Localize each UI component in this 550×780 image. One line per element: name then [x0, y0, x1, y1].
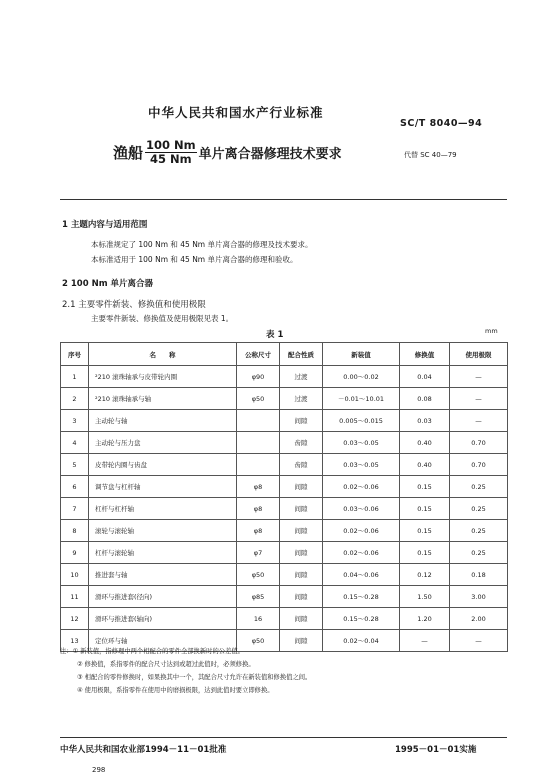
note-1: 注：① 新装值，指修理中两个相配合的零件全部换新时的公差值。 — [60, 648, 244, 655]
cell-new-value: 0.15～0.28 — [323, 586, 400, 608]
cell-replace-value: 0.12 — [400, 564, 450, 586]
cell-name: 杠杆与滚轮轴 — [89, 542, 237, 564]
cell-nominal-size: 16 — [237, 608, 280, 630]
table-row — [61, 432, 508, 454]
cell-fit-type: 齿隙 — [280, 454, 323, 476]
data-table — [60, 342, 508, 652]
cell-new-value: 0.02～0.06 — [323, 542, 400, 564]
implementation-date: 1995－01－01实施 — [395, 745, 477, 755]
cell-nominal-size — [237, 432, 280, 454]
cell-name: ²210 滚珠轴承与皮带轮内圈 — [89, 366, 237, 388]
cell-new-value: 0.03～0.06 — [323, 498, 400, 520]
table-row — [61, 454, 508, 476]
cell-replace-value: 0.15 — [400, 476, 450, 498]
cell-nominal-size: φ50 — [237, 564, 280, 586]
section-1-paragraph-1: 本标准规定了 100 Nm 和 45 Nm 单片离合器的修理及技术要求。 — [91, 240, 313, 249]
cell-service-limit: 0.70 — [450, 454, 508, 476]
cell-nominal-size: φ8 — [237, 476, 280, 498]
title-prefix: 渔船 — [113, 144, 144, 162]
table-header-row — [61, 343, 508, 366]
cell-name: ²210 滚珠轴承与轴 — [89, 388, 237, 410]
cell-new-value: 0.03～0.05 — [323, 454, 400, 476]
cell-replace-value: 1.50 — [400, 586, 450, 608]
fraction-numerator: 100 Nm — [146, 138, 196, 152]
cell-name: 皮带轮内圈与齿盘 — [89, 454, 237, 476]
cell-fit-type: 间隙 — [280, 476, 323, 498]
table-row — [61, 542, 508, 564]
fraction-denominator: 45 Nm — [150, 152, 192, 166]
col-header-name: 名 称 — [89, 343, 237, 366]
note-2: ② 修换值，系指零件的配合尺寸达到或超过此值时，必须修换。 — [77, 661, 255, 668]
replaces-note: 代替 SC 40—79 — [404, 151, 457, 159]
table-row — [61, 410, 508, 432]
cell-replace-value: — — [400, 630, 450, 652]
standard-code: SC/T 8040—94 — [400, 118, 483, 129]
cell-fit-type: 间隙 — [280, 542, 323, 564]
cell-replace-value: 0.15 — [400, 498, 450, 520]
cell-fit-type: 间隙 — [280, 498, 323, 520]
table-row — [61, 388, 508, 410]
cell-replace-value: 0.15 — [400, 542, 450, 564]
torque-fraction — [145, 139, 197, 166]
cell-service-limit: — — [450, 630, 508, 652]
cell-new-value: 0.15～0.28 — [323, 608, 400, 630]
issuance-statement: 中华人民共和国农业部1994－11－01批准 — [60, 745, 227, 755]
cell-index: 2 — [61, 388, 89, 410]
note-4: ④ 使用极限，系指零件在使用中的磨损极限，达到此值时要立即修换。 — [77, 687, 274, 694]
cell-new-value: 0.00～0.02 — [323, 366, 400, 388]
cell-name: 定位环与轴 — [89, 630, 237, 652]
cell-service-limit: 0.18 — [450, 564, 508, 586]
cell-replace-value: 0.40 — [400, 454, 450, 476]
footer-divider — [60, 737, 507, 738]
cell-fit-type: 间隙 — [280, 608, 323, 630]
cell-replace-value: 0.40 — [400, 432, 450, 454]
cell-service-limit: 0.25 — [450, 520, 508, 542]
cell-new-value: －0.01～10.01 — [323, 388, 400, 410]
page-number: 298 — [92, 766, 106, 774]
org-title: 中华人民共和国水产行业标准 — [148, 105, 324, 120]
cell-replace-value: 1.20 — [400, 608, 450, 630]
cell-service-limit: 0.25 — [450, 542, 508, 564]
cell-index: 6 — [61, 476, 89, 498]
cell-nominal-size: φ50 — [237, 388, 280, 410]
cell-service-limit: 0.25 — [450, 476, 508, 498]
document-title — [113, 139, 342, 166]
cell-index: 5 — [61, 454, 89, 476]
cell-fit-type: 过渡 — [280, 388, 323, 410]
table-row — [61, 498, 508, 520]
section-2-1-paragraph: 主要零件新装、修换值及使用极限见表 1。 — [91, 314, 234, 323]
cell-fit-type: 过渡 — [280, 366, 323, 388]
note-3: ③ 相配合的零件修换时，如果换其中一个，其配合尺寸允许在新装值和修换值之间。 — [77, 674, 312, 681]
cell-new-value: 0.02～0.04 — [323, 630, 400, 652]
cell-service-limit: 0.70 — [450, 432, 508, 454]
col-header-fit-type: 配合性质 — [280, 343, 323, 366]
cell-new-value: 0.03～0.05 — [323, 432, 400, 454]
cell-nominal-size: φ85 — [237, 586, 280, 608]
cell-service-limit: 3.00 — [450, 586, 508, 608]
cell-index: 7 — [61, 498, 89, 520]
cell-fit-type: 间隙 — [280, 586, 323, 608]
col-header-new-value: 新装值 — [323, 343, 400, 366]
cell-nominal-size: φ7 — [237, 542, 280, 564]
cell-service-limit: — — [450, 388, 508, 410]
section-1-paragraph-2: 本标准适用于 100 Nm 和 45 Nm 单片离合器的修理和验收。 — [91, 255, 298, 264]
cell-name: 杠杆与杠杆轴 — [89, 498, 237, 520]
cell-index: 13 — [61, 630, 89, 652]
cell-service-limit: — — [450, 366, 508, 388]
cell-replace-value: 0.03 — [400, 410, 450, 432]
table-row — [61, 366, 508, 388]
table-row — [61, 564, 508, 586]
col-header-service-limit: 使用极限 — [450, 343, 508, 366]
cell-new-value: 0.04～0.06 — [323, 564, 400, 586]
cell-name: 主动轮与轴 — [89, 410, 237, 432]
cell-replace-value: 0.04 — [400, 366, 450, 388]
cell-index: 11 — [61, 586, 89, 608]
section-heading-2-1: 2.1 主要零件新装、修换值和使用极限 — [62, 300, 206, 310]
cell-nominal-size: φ8 — [237, 520, 280, 542]
cell-service-limit: — — [450, 410, 508, 432]
cell-nominal-size — [237, 454, 280, 476]
col-header-replace-value: 修换值 — [400, 343, 450, 366]
cell-fit-type: 齿隙 — [280, 432, 323, 454]
cell-replace-value: 0.15 — [400, 520, 450, 542]
cell-index: 4 — [61, 432, 89, 454]
cell-nominal-size: φ50 — [237, 630, 280, 652]
table-row — [61, 520, 508, 542]
cell-fit-type: 间隙 — [280, 630, 323, 652]
section-heading-2: 2 100 Nm 单片离合器 — [62, 279, 154, 289]
cell-name: 滑环与推进套(径向) — [89, 586, 237, 608]
cell-nominal-size: φ90 — [237, 366, 280, 388]
cell-name: 滑环与推进套(轴向) — [89, 608, 237, 630]
table-row — [61, 608, 508, 630]
title-suffix: 单片离合器修理技术要求 — [198, 147, 342, 162]
cell-new-value: 0.02～0.06 — [323, 476, 400, 498]
cell-name: 主动轮与压力盘 — [89, 432, 237, 454]
table-unit: mm — [485, 327, 498, 335]
cell-service-limit: 0.25 — [450, 498, 508, 520]
cell-index: 9 — [61, 542, 89, 564]
col-header-index: 序号 — [61, 343, 89, 366]
cell-nominal-size: φ8 — [237, 498, 280, 520]
cell-new-value: 0.02～0.06 — [323, 520, 400, 542]
cell-index: 3 — [61, 410, 89, 432]
table-row — [61, 476, 508, 498]
cell-replace-value: 0.08 — [400, 388, 450, 410]
cell-index: 8 — [61, 520, 89, 542]
cell-index: 12 — [61, 608, 89, 630]
cell-new-value: 0.005～0.015 — [323, 410, 400, 432]
cell-service-limit: 2.00 — [450, 608, 508, 630]
table-caption: 表 1 — [266, 330, 284, 340]
table-row — [61, 586, 508, 608]
cell-index: 1 — [61, 366, 89, 388]
cell-name: 滚轮与滚轮轴 — [89, 520, 237, 542]
cell-nominal-size — [237, 410, 280, 432]
cell-name: 推进套与轴 — [89, 564, 237, 586]
col-header-nominal-size: 公称尺寸 — [237, 343, 280, 366]
cell-fit-type: 间隙 — [280, 520, 323, 542]
table-notes — [60, 645, 311, 697]
cell-fit-type: 间隙 — [280, 564, 323, 586]
header-divider — [60, 199, 507, 200]
cell-index: 10 — [61, 564, 89, 586]
cell-fit-type: 间隙 — [280, 410, 323, 432]
section-heading-1: 1 主题内容与适用范围 — [62, 220, 148, 230]
cell-name: 调节盘与杠杆轴 — [89, 476, 237, 498]
